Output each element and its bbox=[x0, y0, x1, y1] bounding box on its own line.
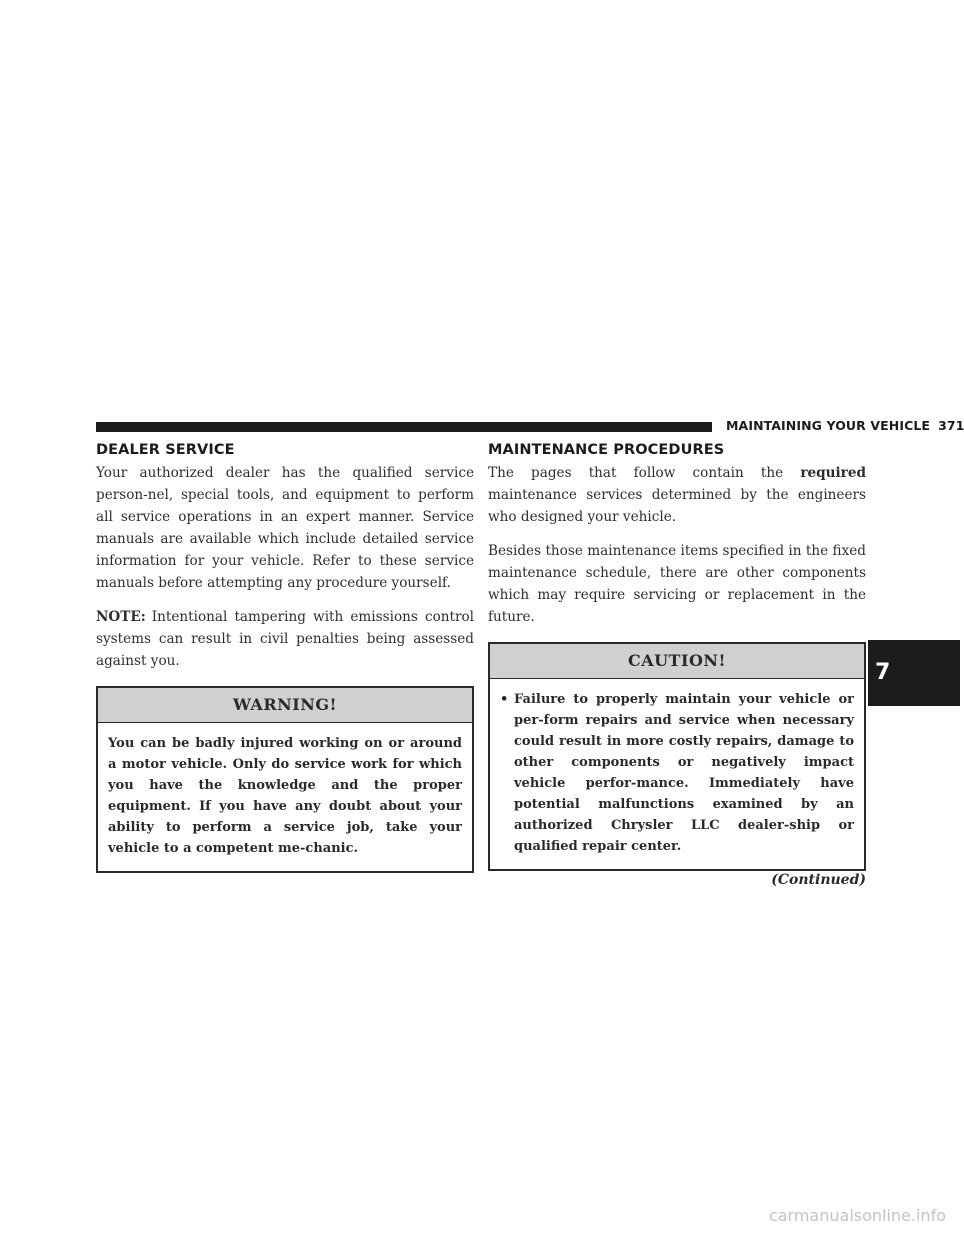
note-label: NOTE: bbox=[96, 609, 146, 625]
chapter-tab bbox=[868, 640, 960, 706]
maintenance-procedures-heading: MAINTENANCE PROCEDURES bbox=[488, 442, 725, 458]
caution-body bbox=[490, 679, 864, 869]
caution-box bbox=[488, 642, 866, 871]
running-header bbox=[726, 418, 964, 433]
caution-list-item bbox=[500, 689, 854, 857]
paragraph-suffix: maintenance services determined by the engineers who designed your vehicle. bbox=[488, 487, 866, 525]
maintenance-paragraph-1 bbox=[488, 462, 866, 528]
paragraph-prefix: The pages that follow contain the bbox=[488, 465, 801, 481]
watermark: carmanualsonline.info bbox=[768, 1206, 946, 1225]
maintenance-paragraph-2: Besides those maintenance items specified in the fixed maintenance schedule, there are other components which may require servicing or replacement in the future. bbox=[488, 543, 866, 625]
required-emphasis: required bbox=[800, 465, 866, 481]
note-paragraph bbox=[96, 606, 474, 672]
chapter-number: 7 bbox=[875, 660, 891, 685]
warning-title: WARNING! bbox=[98, 688, 472, 723]
caution-title: CAUTION! bbox=[490, 644, 864, 679]
dealer-service-paragraph: Your authorized dealer has the qualified service person-nel, special tools, and equipment to perform all service operations in an expert manner. Service manuals are available which include detailed service information for your vehicle. Refer to these service manuals before attempting any procedure yourself. bbox=[96, 465, 474, 591]
bullet-icon: • bbox=[500, 692, 509, 707]
caution-item-text: Failure to properly maintain your vehicle or per-form repairs and service when necessary could result in more costly repairs, damage to other components or negatively impact vehicle perfor-mance. Immediately have potential malfunctions examined by an authorized Chrysler LLC dealer-ship or qualified repair center. bbox=[514, 692, 854, 854]
note-text: Intentional tampering with emissions control systems can result in civil penalties being assessed against you. bbox=[96, 609, 474, 669]
left-column bbox=[96, 442, 474, 873]
page-number: 371 bbox=[938, 418, 964, 433]
warning-text: You can be badly injured working on or around a motor vehicle. Only do service work for which you have the knowledge and the proper equipment. If you have any doubt about your ability to perform a service job, take your vehicle to a competent me-chanic. bbox=[108, 736, 462, 856]
continued-label: (Continued) bbox=[771, 872, 866, 888]
dealer-service-heading: DEALER SERVICE bbox=[96, 442, 235, 458]
warning-box bbox=[96, 686, 474, 873]
section-title: MAINTAINING YOUR VEHICLE bbox=[726, 418, 931, 433]
header-rule bbox=[96, 422, 712, 432]
right-column bbox=[488, 442, 866, 888]
